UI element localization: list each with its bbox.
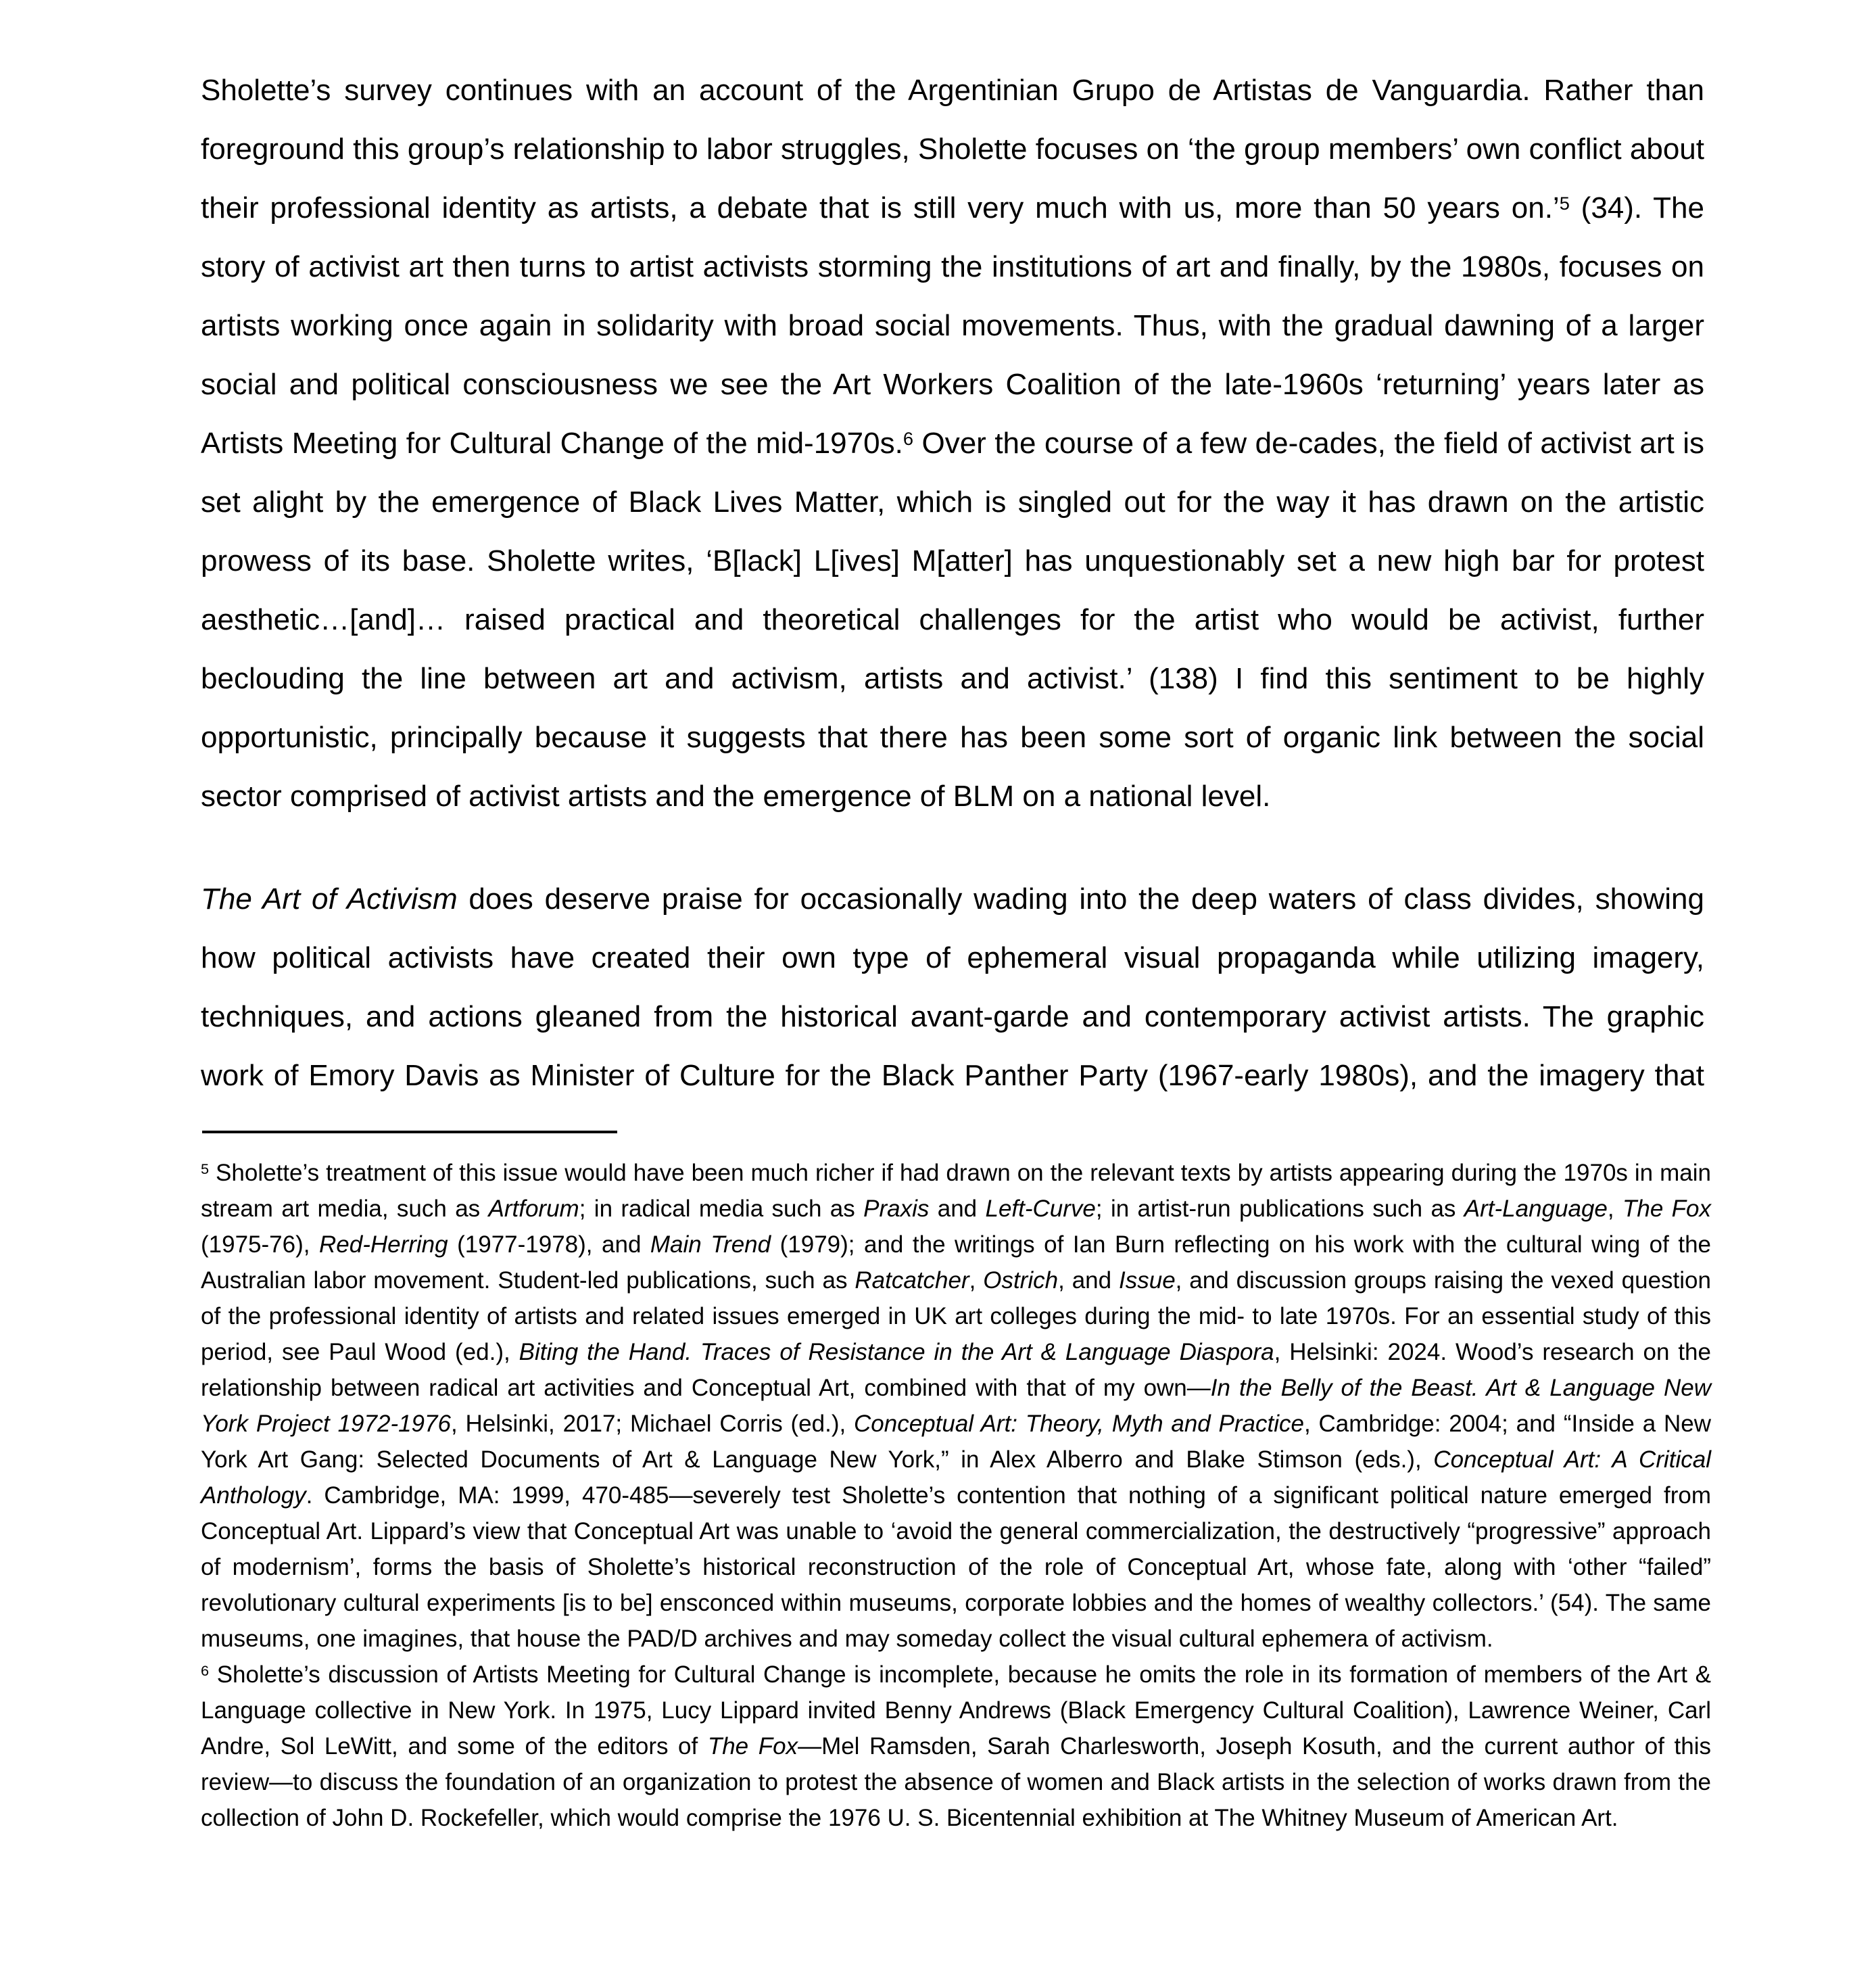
text-run: does deserve praise for occasionally wading into the deep waters of class divides, showing how political activists have created their own type of ephemeral visual propaganda while utilizing imagery, techniques, and actions gleaned from the historical avant-garde and contemporary activist artists. The graphic work of Emory Davis as Minister of Culture for the Black Panther Party (1967-early 1980s), and the imagery that (201, 882, 1704, 1092)
text-run: , and discussion groups raising the vexed question of the professional identity of artists and related issues emerged in UK art colleges during the mid- to late 1970s. For an essential study of this period, see Paul Wood (ed.), (201, 1267, 1711, 1365)
text-run: Sholette’s treatment of this issue would have been much richer if had drawn on the relevant texts by artists appearing during the 1970s in main stream art media, such as (201, 1160, 1711, 1222)
italic-text: Ostrich (983, 1267, 1059, 1294)
italic-text: Conceptual Art: Theory, Myth and Practice (854, 1411, 1304, 1437)
italic-text: The Fox (707, 1733, 798, 1759)
footnote-5 (201, 1155, 1711, 1657)
footnote-marker: 6 (201, 1662, 210, 1680)
text-run: (34). The story of activist art then turns to artist activists storming the institutions of art and finally, by the 1980s, focuses on artists working once again in solidarity with broad social movements. Thus, with the gradual dawning of a larger social and political consciousness we see the Art Workers Coalition of the late-1960s ‘returning’ years later as Artists Meeting for Cultural Change of the mid-1970s. (201, 191, 1704, 460)
italic-text: Main Trend (650, 1231, 771, 1258)
text-run: , (1607, 1196, 1622, 1222)
paragraph-2 (201, 870, 1704, 1105)
italic-text: Biting the Hand. Traces of Resistance in the Art & Language Diaspora (519, 1339, 1274, 1365)
italic-text: Artforum (488, 1196, 579, 1222)
footnote-separator (202, 1131, 617, 1133)
italic-text: Red-Herring (318, 1231, 448, 1258)
text-run: , and (1058, 1267, 1120, 1294)
italic-text: In the Belly of the Beast. Art & Language New York Project 1972-1976 (201, 1375, 1711, 1437)
italic-text: Conceptual Art: A Critical Anthology (201, 1446, 1712, 1509)
text-run: —Mel Ramsden, Sarah Charlesworth, Joseph Kosuth, and the current author of this review—to discuss the foundation of an organization to protest the absence of women and Black artists in the selection of works drawn from the collection of John D. Rockefeller, which would comprise the 1976 U. S. Bicentennial exhibition at The Whitney Museum of American Art. (201, 1733, 1711, 1831)
text-run: and (929, 1196, 986, 1222)
footnote-6 (201, 1657, 1711, 1836)
text-run: , (969, 1267, 984, 1294)
footnote-marker: 5 (1559, 192, 1570, 214)
italic-text: The Art of Activism (201, 882, 458, 916)
text-run: (1979); and the writings of Ian Burn reflecting on his work with the cultural wing of the Australian labor movement. Student-led publications, such as (201, 1231, 1712, 1294)
text-run: (1975-76), (201, 1231, 319, 1258)
text-run: . Cambridge, MA: 1999, 470-485—severely test Sholette’s contention that nothing of a significant political nature emerged from Conceptual Art. Lippard’s view that Conceptual Art was unable to ‘avoid the general commercialization, the destructively “progressive” approach of modernism’, forms the basis of Sholette’s historical reconstruction of the role of Conceptual Art, whose fate, along with ‘other “failed” revolutionary cultural experiments [is to be] ensconced within museums, corporate lobbies and the homes of wealthy collectors.’ (54). The same museums, one imagines, that house the PAD/D archives and may someday collect the visual cultural ephemera of activism. (201, 1482, 1711, 1652)
italic-text: Issue (1119, 1267, 1176, 1294)
text-run: ; in artist-run publications such as (1095, 1196, 1464, 1222)
footnote-marker: 6 (903, 427, 913, 449)
italic-text: The Fox (1622, 1196, 1711, 1222)
text-run: Sholette’s survey continues with an account of the Argentinian Grupo de Artistas de Vanguardia. Rather than foreground this group’s relationship to labor struggles, Sholette focuses on ‘the group members’ own conflict about their professional identity as artists, a debate that is still very much with us, more than 50 years on.’ (201, 74, 1704, 225)
footnote-marker: 5 (201, 1160, 210, 1178)
text-run: Over the course of a few de-cades, the field of activist art is set alight by the emergence of Black Lives Matter, which is singled out for the way it has drawn on the artistic prowess of its base. Sholette writes, ‘B[lack] L[ives] M[atter] has unquestionably set a new high bar for protest aesthetic…[and]… raised practical and theoretical challenges for the artist who would be activist, further beclouding the line between art and activism, artists and activist.’ (138) I find this sentiment to be highly opportunistic, principally because it suggests that there has been some sort of organic link between the social sector comprised of activist artists and the emergence of BLM on a national level. (201, 427, 1704, 813)
paragraph-1 (201, 61, 1704, 826)
text-run: , Helsinki, 2017; Michael Corris (ed.), (450, 1411, 854, 1437)
text-run: , Helsinki: 2024. Wood’s research on the relationship between radical art activities and Conceptual Art, combined with that of my own— (201, 1339, 1711, 1401)
italic-text: Left-Curve (985, 1196, 1096, 1222)
footnotes (201, 1155, 1711, 1836)
italic-text: Praxis (863, 1196, 930, 1222)
text-run: , Cambridge: 2004; and “Inside a New York Art Gang: Selected Documents of Art & Language New York,” in Alex Alberro and Blake Stimson (eds.), (201, 1411, 1711, 1473)
italic-text: Art-Language (1464, 1196, 1608, 1222)
text-run: ; in radical media such as (579, 1196, 864, 1222)
text-run: (1977-1978), and (448, 1231, 650, 1258)
body-text (201, 61, 1704, 1105)
italic-text: Ratcatcher (855, 1267, 969, 1294)
text-run: Sholette’s discussion of Artists Meeting for Cultural Change is incomplete, because he omits the role in its formation of members of the Art & Language collective in New York. In 1975, Lucy Lippard invited Benny Andrews (Black Emergency Cultural Coalition), Lawrence Weiner, Carl Andre, Sol LeWitt, and some of the editors of (201, 1661, 1711, 1759)
